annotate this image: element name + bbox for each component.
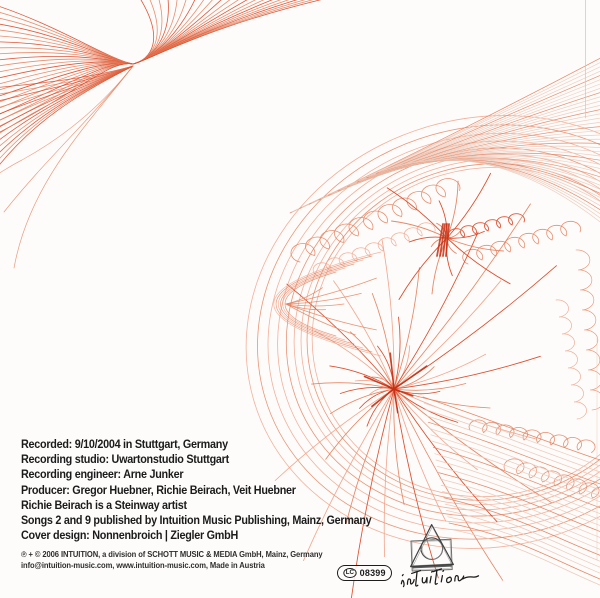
credit-line-publishing: Songs 2 and 9 published by Intuition Music Publishing, Mainz, Germany <box>21 513 372 528</box>
legal-block <box>21 549 323 571</box>
legal-copyright-line: ℗ + © 2006 INTUITION, a division of SCHOTT MUSIC & MEDIA GmbH, Mainz, Germany <box>21 550 323 559</box>
intuition-logo <box>402 523 480 589</box>
credit-line-recorded: Recorded: 9/10/2004 in Stuttgart, Germany <box>21 437 228 451</box>
credit-line-coverdesign: Cover design: Nonnenbroich | Ziegler GmbH <box>21 528 238 543</box>
label-code-number: 08399 <box>359 568 386 578</box>
label-code-prefix: LC <box>343 568 356 578</box>
credit-line-steinway: Richie Beirach is a Steinway artist <box>21 497 187 512</box>
legal-contact-line: info@intuition-music.com, www.intuition-music.com, Made in Austria <box>21 561 265 570</box>
intuition-logo-wordmark <box>397 562 482 592</box>
credit-line-studio: Recording studio: Uwartonstudio Stuttgart <box>21 452 229 467</box>
credit-line-engineer: Recording engineer: Arne Junker <box>21 467 184 482</box>
credit-line-producer: Producer: Gregor Huebner, Richie Beirach, Veit Huebner <box>21 482 296 497</box>
label-code-badge <box>337 565 392 581</box>
credits-block <box>21 437 371 543</box>
